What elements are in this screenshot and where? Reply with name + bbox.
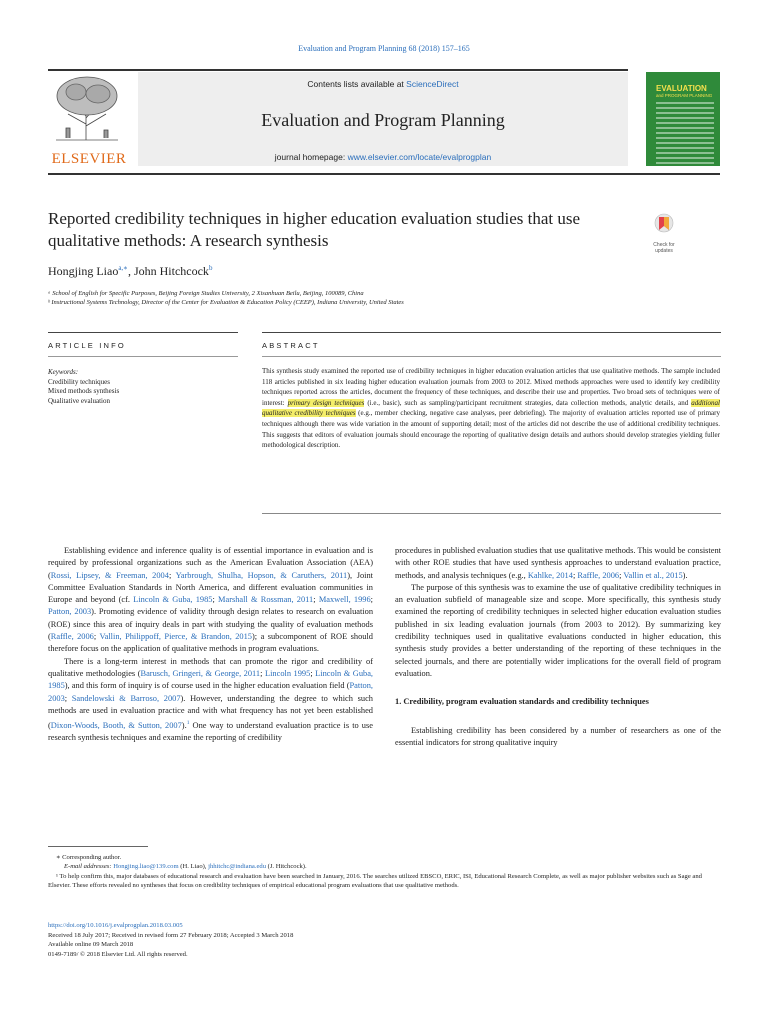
email-owner: (J. Hitchcock). — [266, 863, 307, 871]
body-text: The purpose of this synthesis was to examine the use of qualitative credibility techniques in an evaluation subfield of manageable size and scope. More specifically, this synthesis study examined the reporting of credibility techniques in selected higher education evaluation studies published in six leading evaluation journals (from 2003 to 2012). By summarizing key credibility techniques used in qualitative evaluations conducted in higher education, this synthesis study provides a better understanding of the reporting of these techniques in the selected journals, and there are potentially wider implications for the overall field of program evaluation. — [395, 582, 721, 678]
body-text: There is a long-term interest in methods that can promote the rigor and credibility of qualitative methodologies ( — [48, 656, 373, 678]
body-column-left — [48, 545, 373, 745]
body-text: ). Promoting evidence of validity through design relates to research on evaluation (ROE) since this area of inquiry deals in part with studying the quality of evaluation methods ( — [48, 607, 374, 642]
homepage-prefix: journal homepage: — [274, 152, 348, 162]
abstract-body — [262, 366, 720, 451]
check-updates-label-1: Check for — [653, 242, 675, 248]
body-text: ; — [310, 668, 316, 678]
footnotes — [48, 853, 721, 891]
article-info-heading: ARTICLE INFO — [48, 341, 126, 350]
body-text: ; — [370, 595, 373, 605]
contents-prefix: Contents lists available at — [307, 79, 407, 89]
abstract-rule-top — [262, 332, 721, 333]
body-text: ), and this form of inquiry is of course used in the higher education evaluation field ( — [64, 681, 350, 691]
body-text: ; — [572, 570, 578, 580]
email-owner: (H. Liao), — [178, 863, 209, 871]
citation-link[interactable]: Lincoln & Guba, 1985 — [133, 595, 213, 605]
author-name[interactable]: John Hitchcock — [133, 264, 209, 278]
elsevier-tree-icon — [48, 72, 126, 142]
keyword-item: Mixed methods synthesis — [48, 387, 120, 395]
available-online: Available online 09 March 2018 — [48, 941, 134, 949]
citation-link[interactable]: Marshall & Rossman, 2011 — [218, 595, 314, 605]
affiliation-a: ᵃ School of English for Specific Purposes, Beijing Foreign Studies University, 2 Xisanhuan Beilu, Beijing, 100089, China — [48, 290, 364, 297]
check-for-updates-badge[interactable] — [643, 213, 685, 253]
body-text: procedures in published evaluation studies that use qualitative methods. This would be consistent with other ROE studies that have used synthesis approaches to understand evaluation practice, methods, and analysis techniques (e.g., — [395, 546, 721, 580]
abstract-text: (i.e., basic), such as sampling/participant recruitment strategies, data collection methods, analytic details, and — [364, 398, 692, 407]
author-list — [48, 264, 212, 279]
citation-link[interactable]: Maxwell, 1996 — [318, 595, 371, 605]
author-name[interactable]: Hongjing Liao — [48, 264, 119, 278]
body-text: ; — [619, 570, 624, 580]
body-text: ). — [181, 720, 187, 730]
citation-link[interactable]: Lincoln & Guba, 1985 — [48, 668, 374, 691]
body-text: ; — [64, 693, 72, 703]
affiliation-b: ᵇ Instructional Systems Technology, Director of the Center for Evaluation & Education Policy (CEEP), Indiana University, United States — [48, 299, 404, 306]
homepage-link[interactable]: www.elsevier.com/locate/evalprogplan — [347, 152, 492, 162]
citation-link[interactable]: Barusch, Gringeri, & George, 2011 — [140, 668, 261, 678]
section-heading: 1. Credibility, program evaluation standards and credibility techniques — [395, 697, 649, 707]
check-updates-label-2: updates — [655, 248, 673, 254]
email-addresses — [48, 862, 721, 871]
bookmark-ribbon-icon — [653, 213, 675, 237]
abstract-rule-bottom — [262, 513, 721, 514]
citation-link[interactable]: Kahlke, 2014 — [527, 570, 573, 580]
body-paragraph — [395, 725, 721, 750]
email-link[interactable]: jhhitchc@indiana.edu — [208, 863, 266, 871]
cover-subtitle: and PROGRAM PLANNING — [656, 93, 713, 98]
contents-availability — [138, 79, 628, 89]
header-top-rule — [48, 69, 628, 71]
citation-link[interactable]: Rossi, Lipsey, & Freeman, 2004 — [50, 570, 169, 580]
citation-link[interactable]: Patton, 2003 — [48, 681, 373, 703]
body-text: One way to understand evaluation practice is to use research synthesis techniques and examine the reporting of credibility — [48, 720, 373, 743]
author-affiliation-marker[interactable]: b — [208, 264, 213, 272]
author-separator: , — [127, 264, 134, 278]
body-text: ). However, understanding the degree to which such methods are used in evaluation practice and with what frequency has not yet been established ( — [48, 693, 373, 730]
keywords-label: Keywords: — [48, 368, 79, 376]
footnote-rule — [48, 846, 148, 847]
article-title: Reported credibility techniques in higher education evaluation studies that use qualitative methods: A research synthesis — [48, 209, 581, 250]
article-info-rule-top — [48, 332, 238, 333]
footnote-marker[interactable]: 1 — [186, 720, 190, 727]
cover-title: EVALUATION — [656, 84, 707, 93]
body-paragraph — [395, 545, 721, 582]
sciencedirect-link[interactable]: ScienceDirect — [406, 79, 459, 89]
journal-citation[interactable]: Evaluation and Program Planning 68 (2018) 157–165 — [298, 44, 470, 53]
header-bottom-rule — [48, 173, 720, 175]
keyword-item: Credibility techniques — [48, 377, 111, 386]
citation-link[interactable]: Vallin, Philippoff, Pierce, & Brandon, 2015 — [99, 632, 252, 642]
citation-link[interactable]: Raffle, 2006 — [50, 632, 94, 642]
body-text: ); a subcomponent of ROE should therefore focus on the application of qualitative methods in program evaluations. — [48, 632, 373, 654]
journal-cover-thumbnail[interactable] — [646, 72, 720, 166]
received-dates: Received 18 July 2017; Received in revised form 27 February 2018; Accepted 3 March 2018 — [48, 931, 294, 939]
article-info-rule — [48, 356, 238, 357]
body-text: ). — [682, 570, 688, 580]
elsevier-wordmark: ELSEVIER — [51, 151, 127, 167]
email-label: E-mail addresses: — [64, 863, 114, 871]
body-text: ; — [212, 595, 219, 605]
publication-info — [48, 921, 293, 959]
citation-link[interactable]: Vallin et al., 2015 — [623, 570, 683, 580]
body-text: ; — [93, 632, 100, 642]
body-paragraph — [48, 656, 373, 745]
journal-title: Evaluation and Program Planning — [261, 110, 505, 130]
keyword-item: Qualitative evaluation — [48, 396, 111, 405]
abstract-heading: ABSTRACT — [262, 341, 320, 350]
keywords-block — [48, 368, 238, 406]
body-paragraph — [48, 545, 373, 656]
body-text: ; — [260, 668, 265, 678]
email-link[interactable]: Hongjing.liao@139.com — [113, 863, 179, 871]
body-paragraph — [395, 582, 721, 680]
abstract-rule — [262, 356, 721, 357]
cover-text-lines — [656, 102, 714, 167]
body-column-right — [395, 545, 721, 749]
doi-link[interactable]: https://doi.org/10.1016/j.evalprogplan.2018.03.005 — [48, 922, 183, 929]
citation-link[interactable]: Raffle, 2006 — [577, 570, 620, 580]
citation-link[interactable]: Lincoln 1995 — [264, 668, 311, 678]
body-text: ), Joint Committee Evaluation Standards in North America, and different evaluation communities in Europe and beyond (cf. — [48, 570, 374, 605]
highlighted-term: primary design techniques — [287, 398, 365, 407]
copyright: 0149-7189/ © 2018 Elsevier Ltd. All rights reserved. — [48, 950, 188, 958]
author-affiliation-marker[interactable]: a,∗ — [118, 264, 128, 272]
abstract-text: This synthesis study examined the reported use of credibility techniques in higher education evaluation articles that use qualitative methods. The sample included 118 articles published in six leading higher education evaluation journals from 2003 to 2012. Mixed methods approaches were used to identify key credibility techniques reported across the articles, document the frequency of these techniques, and describe their use and properties. Two broad sets of techniques were of interest: — [262, 367, 720, 407]
citation-link[interactable]: Sandelowski & Barroso, 2007 — [71, 693, 181, 703]
body-text: ; — [313, 595, 319, 605]
body-text: Establishing credibility has been considered by a number of researchers as one of the essential indicators for strong qualitative inquiry — [395, 725, 721, 747]
citation-link[interactable]: Dixon-Woods, Booth, & Sutton, 2007 — [50, 720, 182, 730]
highlighted-term: additional qualitative credibility techniques — [262, 398, 720, 418]
elsevier-logo[interactable] — [48, 72, 130, 166]
body-text: ; — [168, 570, 176, 580]
journal-homepage — [138, 152, 628, 162]
abstract-text: (e.g., member checking, negative case analyses, peer debriefing). The majority of evaluation articles reported use of primary techniques although there was wide variation in the amount of supporting detail; most of the articles did not describe the use of additional credibility techniques. This suggests that editors of evaluation journals should encourage the reporting of qualitative design details and authors should develop strategies yielding fuller methodological description. — [262, 409, 720, 450]
citation-link[interactable]: Patton, 2003 — [48, 607, 92, 617]
body-text: Establishing evidence and inference quality is of essential importance in evaluation and is required by professional organizations such as the American Evaluation Association (AEA) ( — [48, 546, 373, 580]
citation-link[interactable]: Yarbrough, Shulha, Hopson, & Caruthers, 2011 — [175, 570, 348, 580]
footnote-1: ¹ To help confirm this, major databases of educational research and evaluation have been searched in January, 2016. The searches utilized EBSCO, ERIC, ISI, Educational Research Complete, as well as major publisher websites such as Sage and Elsevier. These efforts revealed no syntheses that focus on credibility techniques of empirical educational program evaluations that use qualitative methods. — [48, 872, 702, 890]
corresponding-author-note: ∗ Corresponding author. — [56, 854, 122, 861]
